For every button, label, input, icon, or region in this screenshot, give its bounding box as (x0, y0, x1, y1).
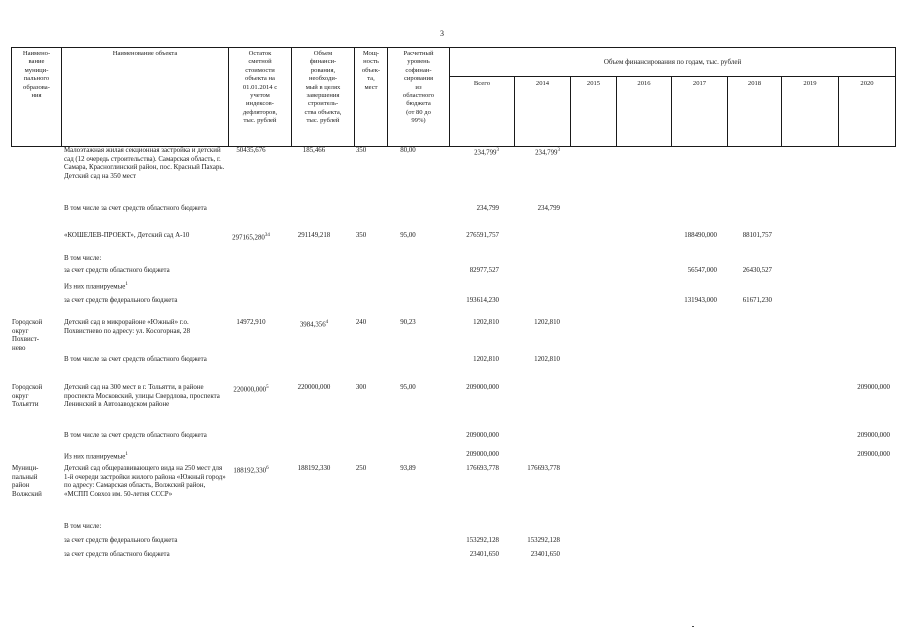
header-year-2019: 2019 (803, 80, 817, 87)
row-1-name: В том числе за счет средств областного бюджета (64, 205, 207, 212)
row-11-total: 209000,000 (466, 451, 499, 458)
row-8-total: 1202,810 (473, 356, 499, 363)
row-2-y2018: 88101,757 (742, 232, 772, 239)
row-2-capacity: 350 (355, 232, 367, 239)
table-header (11, 47, 896, 147)
footnote-marker: 6 (266, 466, 269, 471)
row-0-total: 234,799$^3$ (474, 148, 499, 157)
row-6-y2018: 61671,230 (742, 297, 772, 304)
row-12-municipality: Муници-пальный район Волжский (12, 465, 42, 498)
row-2-y2017: 188490,000 (684, 232, 717, 239)
row-11-y2020: 209000,000 (857, 451, 890, 458)
row-9-financing: 220000,000 (297, 384, 331, 391)
row-7-name: Детский сад в микрорайоне «Южный» г.о. Похвистнево по адресу: ул. Косогорная, 28 (64, 319, 191, 335)
page-number: 3 (440, 29, 444, 38)
header-year-2020: 2020 (860, 80, 874, 87)
row-6-name: за счет средств федерального бюджета (64, 297, 178, 304)
row-0-y2014: 234,799$^3$ (535, 148, 560, 157)
row-14-total: 153292,128 (466, 537, 499, 544)
row-4-total: 82977,527 (469, 267, 499, 274)
row-15-name: за счет средств областного бюджета (64, 551, 170, 558)
row-1-y2014: 234,799 (537, 205, 560, 212)
footnote-marker: 5 (266, 385, 269, 390)
header-object-name: Наименование объекта (112, 50, 178, 57)
row-3-name: В том числе: (64, 255, 102, 262)
header-cofinancing-level: Расчетный уровень софинан- сирования из областного бюджета (от 80 до 99%) (402, 50, 435, 125)
row-10-total: 209000,000 (466, 432, 499, 439)
row-9-total: 209000,000 (466, 384, 499, 391)
row-15-y2014: 23401,650 (530, 551, 560, 558)
row-0-name: Малоэтажная жилая секционная застройка и детский сад (12 очередь строительства). Самарская область, г. Самара, Красноглинский район, пос. Красный Пахарь. Детский сад на 350 мест (64, 147, 225, 180)
header-total: Всего (473, 80, 491, 87)
footnote-marker: 34 (264, 233, 270, 238)
row-15-total: 23401,650 (469, 551, 499, 558)
header-financing-by-years: Объем финансирования по годам, тыс. рублей (603, 58, 742, 66)
header-year-2014: 2014 (535, 80, 550, 87)
row-12-y2014: 176693,778 (527, 465, 560, 472)
row-12-capacity: 250 (355, 465, 367, 472)
row-6-y2017: 131943,000 (684, 297, 717, 304)
row-4-name: за счет средств областного бюджета (64, 267, 170, 274)
header-municipality: Наимено- вание муници- пального образова- ния (22, 50, 51, 100)
row-7-total: 1202,810 (473, 319, 499, 326)
row-12-remaining: 188192,330$^6$ (233, 466, 269, 475)
row-7-y2014: 1202,810 (534, 319, 560, 326)
row-4-y2018: 26430,527 (742, 267, 772, 274)
header-year-2016: 2016 (637, 80, 651, 87)
row-8-name: В том числе за счет средств областного бюджета (64, 356, 207, 363)
header-year-2018: 2018 (747, 80, 762, 87)
row-9-capacity: 300 (355, 384, 367, 391)
header-financing-needed: Объем финанси- рования, необходи- мый в целях завершения строитель- ства объекта, тыс. рублей (304, 50, 342, 125)
footnote-marker: 1 (125, 282, 128, 287)
row-7-municipality: Городской округ Похвист-нево (12, 319, 43, 352)
row-7-capacity: 240 (355, 319, 367, 326)
row-14-name: за счет средств федерального бюджета (64, 537, 178, 544)
row-2-remaining: 297165,280$^{34}$ (232, 233, 270, 242)
row-8-y2014: 1202,810 (534, 356, 560, 363)
header-year-2015: 2015 (586, 80, 601, 87)
row-2-level: 95,00 (400, 232, 416, 239)
row-10-name: В том числе за счет средств областного бюджета (64, 432, 207, 439)
footnote-marker: 3 (557, 148, 560, 153)
footnote-marker: 3 (496, 148, 499, 153)
row-12-total: 176693,778 (466, 465, 499, 472)
row-9-name: Детский сад на 300 мест в г. Тольятти, в районе проспекта Московский, улицы Свердлова, проспекта Ленинский в Автозаводском районе (64, 384, 220, 409)
row-2-financing: 291149,218 (297, 232, 331, 239)
row-4-y2017: 56547,000 (687, 267, 717, 274)
row-0-capacity: 350 (355, 147, 367, 154)
row-7-financing: 3984,356$^4$ (299, 320, 329, 329)
row-12-name: Детский сад общеразвивающего вида на 250 мест для 1-й очереди застройки жилого района «Южный город» по адресу: Самарская область, Волжский район, «МСПП Совхоз им. 50-летия СССР» (64, 465, 226, 498)
row-9-remaining: 220000,000$^5$ (233, 385, 269, 394)
row-0-financing: 185,466 (302, 147, 326, 154)
row-0-level: 80,00 (400, 147, 416, 154)
row-2-name: «КОШЕЛЕВ-ПРОЕКТ», Детский сад А-10 (64, 232, 190, 239)
row-6-total: 193614,230 (466, 297, 499, 304)
scan-mark (692, 626, 694, 627)
row-12-level: 93,89 (400, 465, 416, 472)
row-14-y2014: 153292,128 (527, 537, 560, 544)
row-7-level: 90,23 (400, 319, 416, 326)
row-5-name: Из них планируемые$^1$ (64, 282, 128, 291)
row-13-name: В том числе: (64, 523, 102, 530)
header-remaining-cost: Остаток сметной стоимости объекта на 01.01.2014 с учетом индексов- дефляторов, тыс. рублей (242, 50, 278, 125)
row-2-total: 276591,757 (466, 232, 499, 239)
header-capacity: Мощ- ность объек- та, мест (361, 50, 381, 91)
row-12-financing: 188192,330 (297, 465, 331, 472)
footnote-marker: 4 (325, 320, 329, 325)
row-10-y2020: 209000,000 (857, 432, 890, 439)
row-1-total: 234,799 (476, 205, 499, 212)
row-9-municipality: Городской округ Тольятти (12, 384, 43, 409)
header-year-2017: 2017 (692, 80, 707, 87)
row-7-remaining: 14972,910 (236, 319, 266, 326)
footnote-marker: 1 (125, 452, 128, 457)
row-9-level: 95,00 (400, 384, 416, 391)
row-0-remaining: 50435,676 (236, 147, 266, 154)
row-9-y2020: 209000,000 (857, 384, 890, 391)
row-11-name: Из них планируемые$^1$ (64, 452, 128, 461)
